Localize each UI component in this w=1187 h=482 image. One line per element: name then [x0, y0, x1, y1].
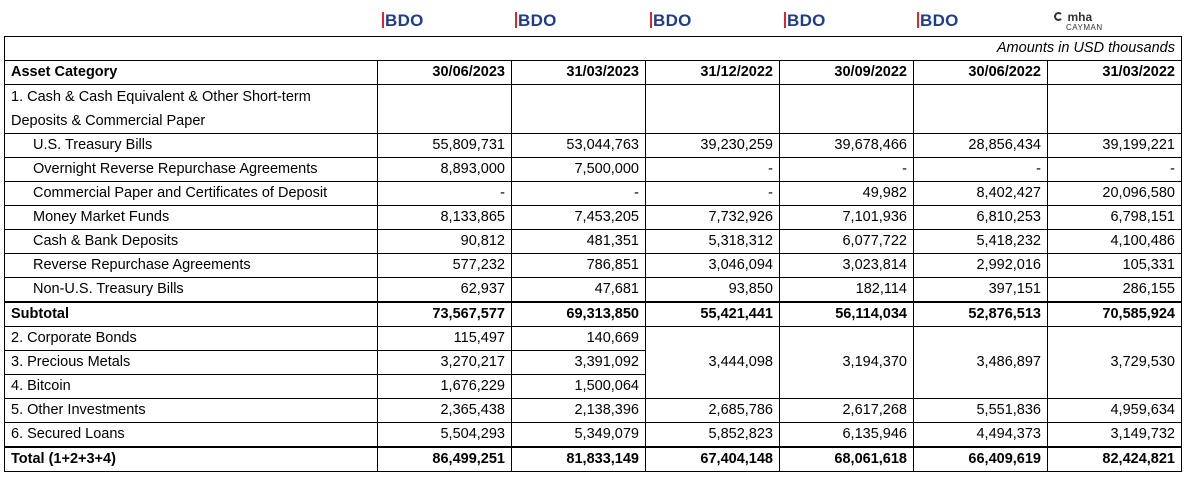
value-cell: 5,418,232 — [914, 230, 1048, 254]
value-cell: 8,133,865 — [378, 206, 512, 230]
value-cell: 2,365,438 — [378, 399, 512, 423]
section1-title: 1. Cash & Cash Equivalent & Other Short-term Deposits & Commercial Paper — [5, 85, 378, 134]
value-cell: 4,100,486 — [1048, 230, 1182, 254]
asset-label: 3. Precious Metals — [5, 351, 378, 375]
value-cell: 786,851 — [512, 254, 646, 278]
asset-label: 4. Bitcoin — [5, 375, 378, 399]
section-title-row — [5, 85, 1182, 134]
value-cell: 6,810,253 — [914, 206, 1048, 230]
asset-row — [5, 423, 1182, 448]
value-cell: - — [646, 158, 780, 182]
asset-row — [5, 206, 1182, 230]
asset-label: U.S. Treasury Bills — [5, 134, 378, 158]
empty-cell — [378, 85, 512, 134]
value-cell: 481,351 — [512, 230, 646, 254]
value-cell: 90,812 — [378, 230, 512, 254]
asset-label: Cash & Bank Deposits — [5, 230, 378, 254]
value-cell: 140,669 — [512, 327, 646, 351]
header-row — [5, 61, 1182, 85]
empty-cell — [512, 85, 646, 134]
value-cell: 5,318,312 — [646, 230, 780, 254]
value-cell: 69,313,850 — [512, 302, 646, 327]
asset-row — [5, 254, 1182, 278]
units-row — [5, 37, 1182, 61]
merged-value-cell: 3,444,098 — [646, 327, 780, 399]
value-cell: 1,500,064 — [512, 375, 646, 399]
value-cell: 55,809,731 — [378, 134, 512, 158]
asset-row — [5, 278, 1182, 303]
value-cell: 5,504,293 — [378, 423, 512, 448]
asset-label: Commercial Paper and Certificates of Deposit — [5, 182, 378, 206]
asset-label: 6. Secured Loans — [5, 423, 378, 448]
value-cell: 20,096,580 — [1048, 182, 1182, 206]
column-header-category: Asset Category — [5, 61, 378, 85]
merged-value-cell: 3,486,897 — [914, 327, 1048, 399]
column-header-date: 31/03/2022 — [1048, 61, 1182, 85]
value-cell: 82,424,821 — [1048, 447, 1182, 472]
value-cell: - — [646, 182, 780, 206]
empty-cell — [780, 85, 914, 134]
value-cell: 5,852,823 — [646, 423, 780, 448]
value-cell: 397,151 — [914, 278, 1048, 303]
value-cell: 1,676,229 — [378, 375, 512, 399]
value-cell: 7,500,000 — [512, 158, 646, 182]
value-cell: 39,230,259 — [646, 134, 780, 158]
value-cell: 55,421,441 — [646, 302, 780, 327]
value-cell: 53,044,763 — [512, 134, 646, 158]
units-note: Amounts in USD thousands — [5, 37, 1182, 61]
value-cell: 73,567,577 — [378, 302, 512, 327]
value-cell: 7,453,205 — [512, 206, 646, 230]
bdo-logo: BDO — [650, 10, 720, 32]
value-cell: - — [1048, 158, 1182, 182]
value-cell: 6,077,722 — [780, 230, 914, 254]
asset-label: 2. Corporate Bonds — [5, 327, 378, 351]
asset-label: 5. Other Investments — [5, 399, 378, 423]
value-cell: 115,497 — [378, 327, 512, 351]
asset-row — [5, 134, 1182, 158]
value-cell: 56,114,034 — [780, 302, 914, 327]
value-cell: 81,833,149 — [512, 447, 646, 472]
auditor-logos — [0, 0, 1187, 36]
column-header-date: 30/06/2023 — [378, 61, 512, 85]
value-cell: 6,798,151 — [1048, 206, 1182, 230]
value-cell: 28,856,434 — [914, 134, 1048, 158]
value-cell: 8,402,427 — [914, 182, 1048, 206]
merged-value-cell: 3,194,370 — [780, 327, 914, 399]
mha-mark-icon — [1054, 12, 1063, 21]
bdo-logo: BDO — [515, 10, 585, 32]
value-cell: 3,149,732 — [1048, 423, 1182, 448]
value-cell: 86,499,251 — [378, 447, 512, 472]
value-cell: 4,959,634 — [1048, 399, 1182, 423]
value-cell: 39,199,221 — [1048, 134, 1182, 158]
value-cell: 4,494,373 — [914, 423, 1048, 448]
value-cell: 70,585,924 — [1048, 302, 1182, 327]
value-cell: 2,992,016 — [914, 254, 1048, 278]
empty-cell — [1048, 85, 1182, 134]
value-cell: 39,678,466 — [780, 134, 914, 158]
asset-row — [5, 327, 1182, 351]
value-cell: 2,617,268 — [780, 399, 914, 423]
column-header-date: 30/09/2022 — [780, 61, 914, 85]
value-cell: 5,551,836 — [914, 399, 1048, 423]
column-header-date: 31/03/2023 — [512, 61, 646, 85]
value-cell: - — [378, 182, 512, 206]
value-cell: 52,876,513 — [914, 302, 1048, 327]
value-cell: 49,982 — [780, 182, 914, 206]
mha-cayman-logo: mha CAYMAN — [1054, 8, 1144, 36]
value-cell: 5,349,079 — [512, 423, 646, 448]
asset-label: Non-U.S. Treasury Bills — [5, 278, 378, 303]
reserves-table — [4, 36, 1182, 472]
value-cell: 3,023,814 — [780, 254, 914, 278]
subtotal-label: Subtotal — [5, 302, 378, 327]
value-cell: 2,138,396 — [512, 399, 646, 423]
value-cell: 66,409,619 — [914, 447, 1048, 472]
merged-value-cell: 3,729,530 — [1048, 327, 1182, 399]
bdo-logo: BDO — [382, 10, 452, 32]
value-cell: 8,893,000 — [378, 158, 512, 182]
value-cell: 47,681 — [512, 278, 646, 303]
asset-row — [5, 399, 1182, 423]
column-header-date: 31/12/2022 — [646, 61, 780, 85]
value-cell: 3,046,094 — [646, 254, 780, 278]
value-cell: 3,270,217 — [378, 351, 512, 375]
empty-cell — [646, 85, 780, 134]
value-cell: - — [914, 158, 1048, 182]
subtotal-row — [5, 302, 1182, 327]
asset-row — [5, 230, 1182, 254]
value-cell: - — [512, 182, 646, 206]
value-cell: - — [780, 158, 914, 182]
value-cell: 7,732,926 — [646, 206, 780, 230]
column-header-date: 30/06/2022 — [914, 61, 1048, 85]
asset-label: Reverse Repurchase Agreements — [5, 254, 378, 278]
asset-label: Money Market Funds — [5, 206, 378, 230]
value-cell: 2,685,786 — [646, 399, 780, 423]
value-cell: 62,937 — [378, 278, 512, 303]
value-cell: 577,232 — [378, 254, 512, 278]
value-cell: 286,155 — [1048, 278, 1182, 303]
value-cell: 7,101,936 — [780, 206, 914, 230]
bdo-logo: BDO — [917, 10, 987, 32]
total-row — [5, 447, 1182, 472]
value-cell: 68,061,618 — [780, 447, 914, 472]
asset-label: Overnight Reverse Repurchase Agreements — [5, 158, 378, 182]
bdo-logo: BDO — [784, 10, 854, 32]
asset-row — [5, 158, 1182, 182]
value-cell: 182,114 — [780, 278, 914, 303]
total-label: Total (1+2+3+4) — [5, 447, 378, 472]
value-cell: 6,135,946 — [780, 423, 914, 448]
value-cell: 93,850 — [646, 278, 780, 303]
empty-cell — [914, 85, 1048, 134]
value-cell: 105,331 — [1048, 254, 1182, 278]
asset-row — [5, 182, 1182, 206]
value-cell: 67,404,148 — [646, 447, 780, 472]
value-cell: 3,391,092 — [512, 351, 646, 375]
